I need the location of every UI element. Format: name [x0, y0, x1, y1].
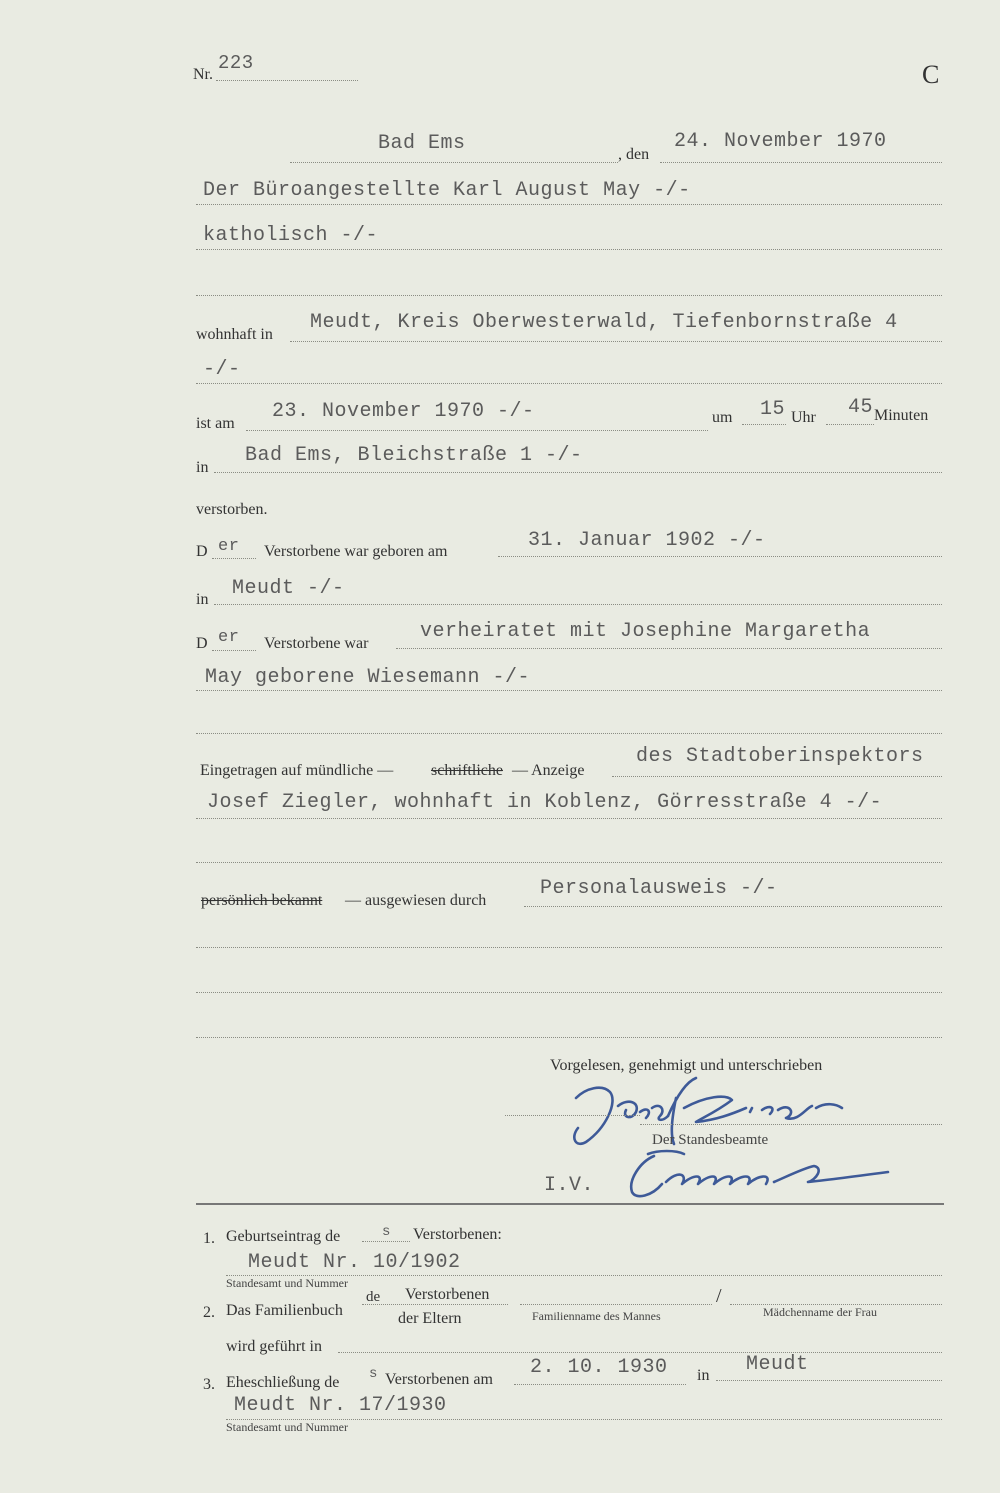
item3-in-label: in	[697, 1367, 710, 1384]
nr-label: Nr.	[193, 66, 213, 83]
line	[196, 992, 942, 993]
item3-place: Meudt	[746, 1353, 809, 1376]
date-line	[660, 162, 942, 163]
line	[362, 1304, 508, 1305]
item1-label-a: Geburtseintrag de	[226, 1228, 341, 1245]
line	[640, 1124, 942, 1125]
line	[338, 1352, 942, 1353]
identity-value: Personalausweis -/-	[540, 877, 778, 900]
birth-label: Verstorbene war geboren am	[264, 543, 448, 560]
line	[212, 650, 256, 651]
line	[214, 604, 942, 605]
line	[246, 430, 708, 431]
residence-label: wohnhaft in	[196, 326, 273, 343]
marital-d: D	[196, 635, 208, 652]
line	[212, 558, 256, 559]
place-line	[290, 162, 618, 163]
death-date-label: ist am	[196, 415, 235, 432]
item1-label-b: Verstorbenen:	[413, 1226, 502, 1243]
den-label: , den	[618, 146, 650, 163]
iv-label: I.V.	[544, 1174, 595, 1197]
line	[612, 776, 942, 777]
birth-place-label: in	[196, 591, 209, 608]
report-label-b: — Anzeige	[512, 762, 585, 779]
um-label: um	[712, 409, 733, 426]
item2-caption-wife: Mädchenname der Frau	[763, 1305, 877, 1319]
item2-opt-top: Verstorbenen	[405, 1286, 490, 1303]
item1-value: Meudt Nr. 10/1902	[248, 1251, 461, 1274]
item2-kept-label: wird geführt in	[226, 1338, 322, 1355]
line	[196, 1037, 942, 1038]
section-divider	[196, 1203, 944, 1205]
marital-line2: May geborene Wiesemann -/-	[205, 666, 531, 689]
item3-num: 3.	[203, 1376, 215, 1393]
report-line2: Josef Ziegler, wohnhaft in Koblenz, Görresstraße 4 -/-	[207, 791, 883, 814]
nr-value: 223	[218, 52, 254, 74]
birth-d: D	[196, 543, 208, 560]
report-label-struck: schriftliche	[431, 762, 503, 779]
religion-value: katholisch -/-	[203, 224, 379, 247]
item2-num: 2.	[203, 1304, 215, 1321]
line	[214, 472, 942, 473]
line	[196, 690, 942, 691]
line	[196, 862, 942, 863]
line	[505, 1115, 640, 1116]
line	[196, 818, 942, 819]
item2-label: Das Familienbuch	[226, 1302, 343, 1319]
item3-caption: Standesamt und Nummer	[226, 1420, 348, 1434]
item3-label-b: Verstorbenen am	[385, 1371, 493, 1388]
item3-value: Meudt Nr. 17/1930	[234, 1394, 447, 1417]
death-place-value: Bad Ems, Bleichstraße 1 -/-	[245, 444, 583, 467]
item2-caption-husband: Familienname des Mannes	[532, 1309, 661, 1323]
report-label-a: Eingetragen auf mündliche —	[200, 762, 394, 779]
residence-value: Meudt, Kreis Oberwesterwald, Tiefenbornstraße 4	[310, 311, 898, 334]
identity-label: — ausgewiesen durch	[345, 892, 487, 909]
line	[196, 249, 942, 250]
identity-label-struck: persönlich bekannt	[201, 892, 323, 909]
date-value: 24. November 1970	[674, 130, 887, 153]
line	[196, 383, 942, 384]
item2-opt-bottom: der Eltern	[398, 1310, 462, 1327]
item1-num: 1.	[203, 1230, 215, 1247]
item2-opt-top-de: de	[366, 1289, 381, 1305]
line	[716, 1380, 942, 1381]
line	[196, 204, 942, 205]
line	[196, 295, 942, 296]
marital-label: Verstorbene war	[264, 635, 369, 652]
report-line1: des Stadtoberinspektors	[636, 745, 924, 768]
line	[196, 733, 942, 734]
line	[498, 556, 942, 557]
line	[514, 1384, 686, 1385]
line	[396, 648, 942, 649]
person-line: Der Büroangestellte Karl August May -/-	[203, 179, 691, 202]
line	[826, 424, 874, 425]
item3-label-a: Eheschließung de	[226, 1374, 340, 1391]
form-letter: C	[922, 60, 940, 89]
line	[362, 1241, 410, 1242]
died-label: verstorben.	[196, 501, 268, 518]
line	[742, 424, 786, 425]
death-hour: 15	[760, 398, 786, 421]
death-minute: 45	[848, 396, 874, 419]
registrar-label: Der Standesbeamte	[652, 1132, 769, 1148]
item2-slash: /	[716, 1285, 722, 1307]
marital-line1: verheiratet mit Josephine Margaretha	[420, 620, 871, 643]
line	[520, 1304, 712, 1305]
birth-suffix: er	[218, 537, 240, 556]
death-place-label: in	[196, 459, 209, 476]
item3-suffix: s	[369, 1366, 378, 1382]
line	[524, 906, 942, 907]
line	[196, 947, 942, 948]
birth-date-value: 31. Januar 1902 -/-	[528, 529, 766, 552]
minutes-label: Minuten	[874, 407, 929, 424]
death-date-value: 23. November 1970 -/-	[272, 400, 535, 423]
read-approved-label: Vorgelesen, genehmigt und unterschrieben	[550, 1057, 823, 1074]
nr-line	[216, 80, 358, 81]
item1-suffix: s	[382, 1224, 391, 1240]
registrar-signature	[618, 1146, 898, 1202]
place-value: Bad Ems	[378, 132, 466, 155]
residence-cont: -/-	[203, 358, 241, 381]
item3-date: 2. 10. 1930	[530, 1356, 668, 1379]
item1-caption: Standesamt und Nummer	[226, 1276, 348, 1290]
uhr-label: Uhr	[791, 409, 816, 426]
line	[290, 341, 942, 342]
marital-suffix: er	[218, 628, 240, 647]
birth-place-value: Meudt -/-	[232, 577, 345, 600]
